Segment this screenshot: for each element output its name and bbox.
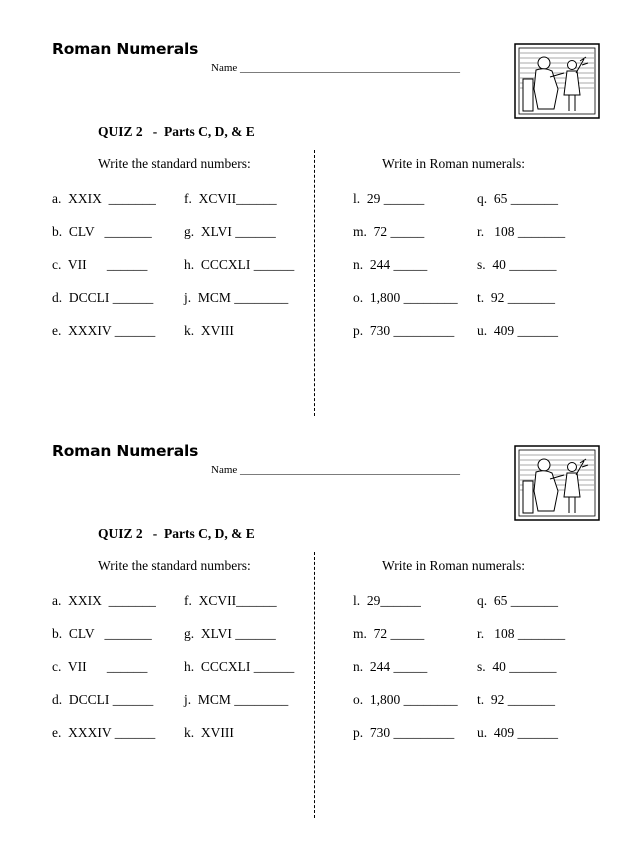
quiz-sheet-2 — [0, 442, 638, 842]
right-instruction: Write in Roman numerals: — [382, 156, 526, 171]
question-c[interactable]: c. VII ______ — [52, 659, 148, 674]
question-t[interactable]: t. 92 _______ — [477, 290, 556, 305]
quiz-sheet-1 — [0, 40, 638, 440]
question-t[interactable]: t. 92 _______ — [477, 692, 556, 707]
question-g[interactable]: g. XLVI ______ — [184, 626, 276, 641]
question-p[interactable]: p. 730 _________ — [353, 725, 455, 740]
question-e[interactable]: e. XXXIV ______ — [52, 323, 156, 338]
question-e[interactable]: e. XXXIV ______ — [52, 725, 156, 740]
question-k[interactable]: k. XVIII — [184, 323, 234, 338]
question-d[interactable]: d. DCCLI ______ — [52, 692, 154, 707]
question-u[interactable]: u. 409 ______ — [477, 323, 558, 338]
teacher-student-illustration — [514, 445, 600, 521]
question-a[interactable]: a. XXIX _______ — [52, 593, 156, 608]
question-c[interactable]: c. VII ______ — [52, 257, 148, 272]
quiz-title: Roman Numerals — [52, 442, 199, 460]
question-l[interactable]: l. 29______ — [353, 593, 421, 608]
question-r[interactable]: r. 108 _______ — [477, 626, 566, 641]
question-d[interactable]: d. DCCLI ______ — [52, 290, 154, 305]
question-j[interactable]: j. MCM ________ — [184, 692, 289, 707]
question-r[interactable]: r. 108 _______ — [477, 224, 566, 239]
column-divider — [314, 552, 315, 818]
question-j[interactable]: j. MCM ________ — [184, 290, 289, 305]
question-n[interactable]: n. 244 _____ — [353, 257, 428, 272]
question-m[interactable]: m. 72 _____ — [353, 224, 425, 239]
column-divider — [314, 150, 315, 416]
quiz-title: Roman Numerals — [52, 40, 199, 58]
question-o[interactable]: o. 1,800 ________ — [353, 290, 458, 305]
question-s[interactable]: s. 40 _______ — [477, 659, 557, 674]
left-instruction: Write the standard numbers: — [98, 156, 251, 171]
question-u[interactable]: u. 409 ______ — [477, 725, 558, 740]
quiz-heading: QUIZ 2 - Parts C, D, & E — [98, 526, 255, 541]
name-field[interactable]: Name ________________________________________ — [211, 62, 461, 74]
question-g[interactable]: g. XLVI ______ — [184, 224, 276, 239]
question-k[interactable]: k. XVIII — [184, 725, 234, 740]
question-b[interactable]: b. CLV _______ — [52, 224, 152, 239]
question-f[interactable]: f. XCVII______ — [184, 191, 277, 206]
teacher-student-illustration — [514, 43, 600, 119]
question-b[interactable]: b. CLV _______ — [52, 626, 152, 641]
name-field[interactable]: Name ________________________________________ — [211, 464, 461, 476]
right-instruction: Write in Roman numerals: — [382, 558, 526, 573]
question-f[interactable]: f. XCVII______ — [184, 593, 277, 608]
question-q[interactable]: q. 65 _______ — [477, 191, 558, 206]
question-n[interactable]: n. 244 _____ — [353, 659, 428, 674]
question-o[interactable]: o. 1,800 ________ — [353, 692, 458, 707]
question-a[interactable]: a. XXIX _______ — [52, 191, 156, 206]
quiz-heading: QUIZ 2 - Parts C, D, & E — [98, 124, 255, 139]
question-q[interactable]: q. 65 _______ — [477, 593, 558, 608]
question-m[interactable]: m. 72 _____ — [353, 626, 425, 641]
question-l[interactable]: l. 29 ______ — [353, 191, 425, 206]
question-p[interactable]: p. 730 _________ — [353, 323, 455, 338]
question-s[interactable]: s. 40 _______ — [477, 257, 557, 272]
left-instruction: Write the standard numbers: — [98, 558, 251, 573]
question-h[interactable]: h. CCCXLI ______ — [184, 257, 295, 272]
question-h[interactable]: h. CCCXLI ______ — [184, 659, 295, 674]
